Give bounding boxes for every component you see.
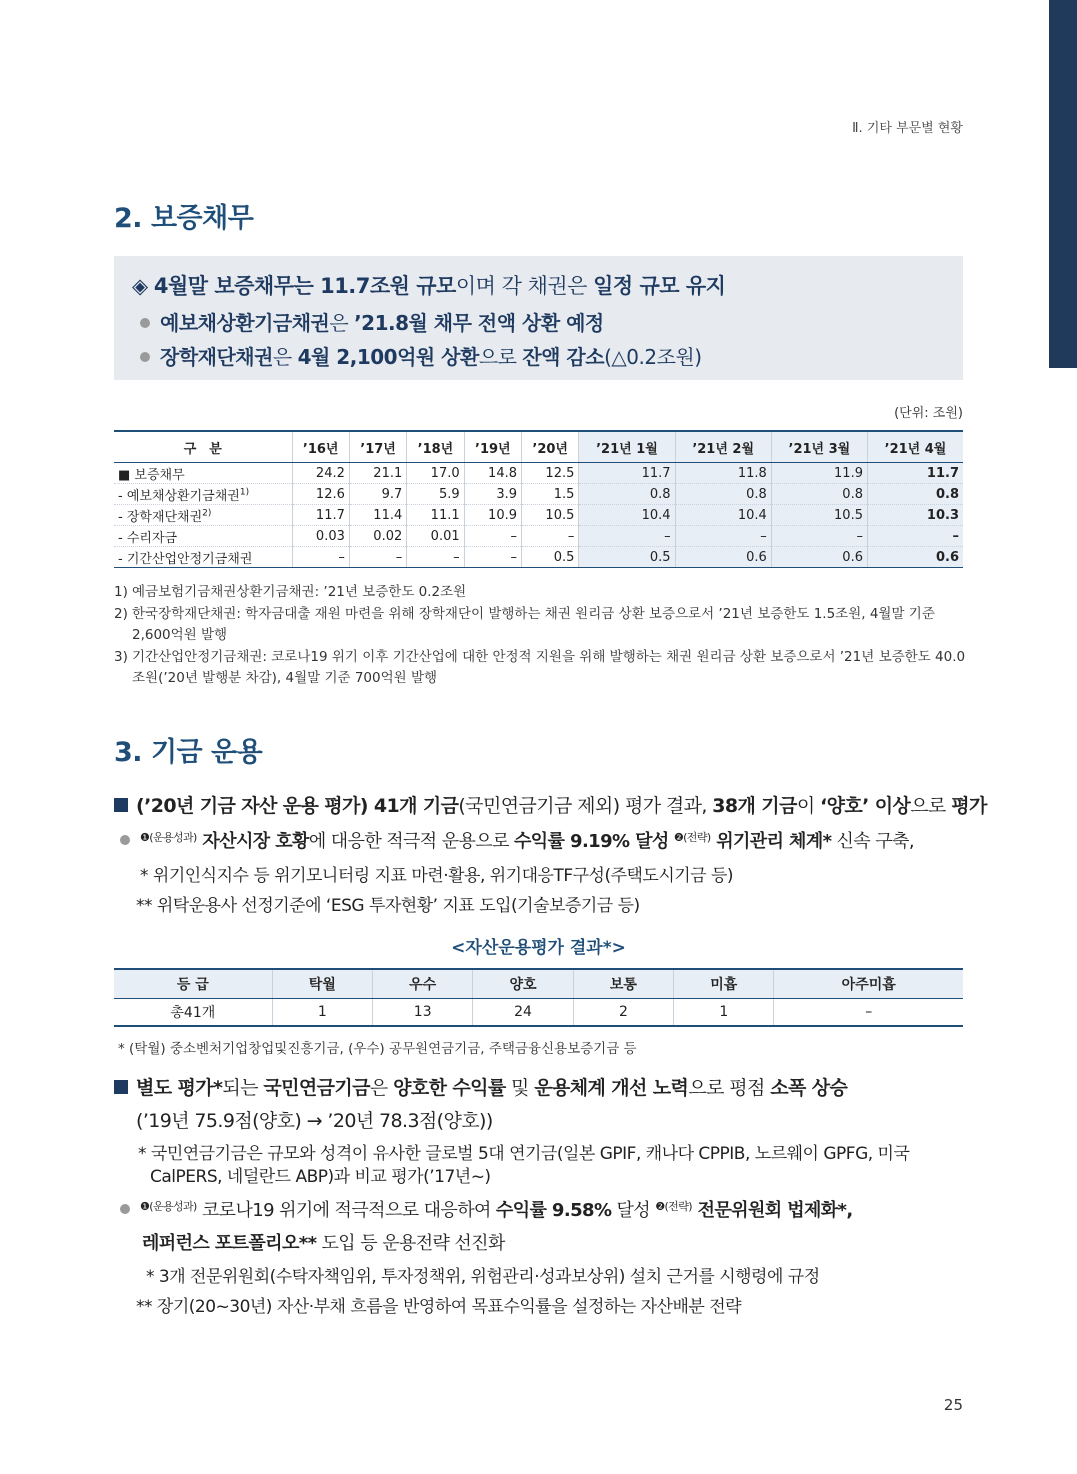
- table-row: [114, 999, 963, 1027]
- column-header: 아주미흡: [774, 969, 963, 999]
- row-label: - 기간산업안정기금채권: [114, 547, 292, 568]
- table-cell: 11.7: [292, 505, 349, 526]
- table-row: [114, 463, 963, 484]
- fund-note-3-line1: * 국민연금기금은 규모와 성격이 유사한 글로벌 5대 연기금(일본 GPIF, 캐나다 CPPIB, 노르웨이 GPFG, 미국: [138, 1144, 910, 1164]
- column-header: 등 급: [114, 969, 272, 999]
- table-cell: –: [407, 547, 464, 568]
- table-cell: 11.1: [407, 505, 464, 526]
- bullet-dot-icon: [140, 352, 150, 362]
- table-cell: 0.6: [771, 547, 867, 568]
- footnote: 1) 예금보험기금채권상환기금채권: ’21년 보증한도 0.2조원: [114, 584, 467, 600]
- table-cell: 3.9: [464, 484, 521, 505]
- table-cell: 24: [473, 999, 573, 1027]
- fund-note-1: * 위기인식지수 등 위기모니터링 지표 마련·활용, 위기대응TF구성(주택도시기금 등): [140, 866, 734, 886]
- column-header: 탁월: [272, 969, 372, 999]
- table-cell: 11.8: [675, 463, 771, 484]
- table-cell: 10.4: [675, 505, 771, 526]
- table-cell: 0.6: [675, 547, 771, 568]
- column-header: 보통: [573, 969, 673, 999]
- pension-score-change: (’19년 75.9점(양호) → ’20년 78.3점(양호)): [136, 1110, 493, 1132]
- table-cell: –: [867, 526, 963, 547]
- column-header: ’18년: [407, 431, 464, 463]
- table-header-row: [114, 969, 963, 999]
- bullet-dot-icon: [140, 318, 150, 328]
- table-cell: –: [579, 526, 675, 547]
- column-header: ’19년: [464, 431, 521, 463]
- column-header: ’17년: [349, 431, 406, 463]
- square-bullet-icon: [114, 798, 128, 812]
- table-cell: –: [464, 526, 521, 547]
- table-cell: 10.9: [464, 505, 521, 526]
- column-header: 양호: [473, 969, 573, 999]
- section-title-fund: 3. 기금 운용: [114, 737, 263, 768]
- table-cell: 1: [674, 999, 774, 1027]
- diamond-icon: ◈: [132, 274, 148, 298]
- column-header: ’21년 4월: [867, 431, 963, 463]
- table-cell: –: [522, 526, 579, 547]
- table-cell: 11.9: [771, 463, 867, 484]
- asset-evaluation-table: [114, 968, 963, 1027]
- table-cell: 9.7: [349, 484, 406, 505]
- table-cell: 1.5: [522, 484, 579, 505]
- summary-item-scholarship: 장학재단채권은 4월 2,100억원 상환으로 잔액 감소(△0.2조원): [140, 341, 702, 370]
- column-header: ’16년: [292, 431, 349, 463]
- table-cell: 21.1: [349, 463, 406, 484]
- table-cell: 0.8: [771, 484, 867, 505]
- column-header: ’20년: [522, 431, 579, 463]
- table-cell: –: [464, 547, 521, 568]
- column-header: 구 분: [114, 431, 292, 463]
- footnotes: [114, 582, 969, 690]
- table-cell: 17.0: [407, 463, 464, 484]
- row-label: - 장학재단채권$^{2)}$: [114, 505, 292, 526]
- column-header: ’21년 3월: [771, 431, 867, 463]
- table-cell: 0.02: [349, 526, 406, 547]
- row-label: - 예보채상환기금채권$^{1)}$: [114, 484, 292, 505]
- table-cell: 0.03: [292, 526, 349, 547]
- table-cell: 0.5: [522, 547, 579, 568]
- column-header: ’21년 2월: [675, 431, 771, 463]
- running-header: Ⅱ. 기타 부문별 현황: [852, 121, 963, 136]
- summary-headline: ◈ 4월말 보증채무는 11.7조원 규모이며 각 채권은 일정 규모 유지: [132, 274, 726, 298]
- grade-table-title: <자산운용평가 결과*>: [451, 938, 626, 958]
- table-cell: 0.6: [867, 547, 963, 568]
- table-cell: 10.5: [522, 505, 579, 526]
- fund-note-3-line2: CalPERS, 네덜란드 ABP)과 비교 평가(’17년~): [150, 1167, 491, 1187]
- table-cell: 11.7: [867, 463, 963, 484]
- footnote: 2) 한국장학재단채권: 학자금대출 재원 마련을 위해 장학재단이 발행하는 채권 원리금 상환 보증으로서 ’21년 보증한도 1.5조원, 4월말 기준 2,600억원 발행: [114, 605, 935, 643]
- fund-bullet-evaluation: (’20년 기금 자산 운용 평가) 41개 기금(국민연금기금 제외) 평가 결과, 38개 기금이 ‘양호’ 이상으로 평가: [114, 791, 987, 818]
- bullet-dot-icon: [120, 1204, 130, 1214]
- guarantee-debt-table: [114, 430, 963, 568]
- square-bullet-icon: [114, 1080, 128, 1094]
- table-cell: –: [774, 999, 963, 1027]
- bullet-dot-icon: [120, 835, 130, 845]
- row-label: - 수리자금: [114, 526, 292, 547]
- column-header: 미흡: [674, 969, 774, 999]
- footnote: 3) 기간산업안정기금채권: 코로나19 위기 이후 기간산업에 대한 안정적 지원을 위해 발행하는 채권 원리금 상환 보증으로서 ’21년 보증한도 40.0조원(’20년 발행분 차감), 4월말 기준 700억원 발행: [114, 648, 966, 686]
- table-header-row: [114, 431, 963, 463]
- table-cell: 총41개: [114, 999, 272, 1027]
- table-cell: 10.5: [771, 505, 867, 526]
- table-cell: –: [292, 547, 349, 568]
- column-header: 우수: [373, 969, 473, 999]
- table-cell: 0.8: [867, 484, 963, 505]
- column-header: ’21년 1월: [579, 431, 675, 463]
- table-cell: 10.3: [867, 505, 963, 526]
- table-cell: 1: [272, 999, 372, 1027]
- summary-box: [114, 256, 963, 380]
- table-cell: 2: [573, 999, 673, 1027]
- table-row: [114, 547, 963, 568]
- table-cell: –: [771, 526, 867, 547]
- table-cell: 0.01: [407, 526, 464, 547]
- fund-note-4: * 3개 전문위원회(수탁자책임위, 투자정책위, 위험관리·성과보상위) 설치 근거를 시행령에 규정: [146, 1267, 820, 1287]
- unit-label: (단위: 조원): [894, 406, 963, 421]
- fund-note-2: ** 위탁운용사 선정기준에 ‘ESG 투자현황’ 지표 도입(기술보증기금 등): [136, 896, 640, 916]
- table-row: [114, 526, 963, 547]
- chapter-side-tab: [1049, 0, 1077, 368]
- fund-bullet-pension: 별도 평가*되는 국민연금기금은 양호한 수익률 및 운용체계 개선 노력으로 평점 소폭 상승: [114, 1073, 847, 1100]
- grade-table-note: * (탁월) 중소벤처기업창업및진흥기금, (우수) 공무원연금기금, 주택금융신용보증기금 등: [118, 1041, 637, 1057]
- table-cell: 0.5: [579, 547, 675, 568]
- table-cell: 11.4: [349, 505, 406, 526]
- table-cell: 10.4: [579, 505, 675, 526]
- fund-sub-bullet-1: $^{❶(운용성과)}$ 자산시장 호황에 대응한 적극적 운용으로 수익률 9.19% 달성 $^{❷(전략)}$ 위기관리 체계* 신속 구축,: [120, 827, 914, 853]
- page-number: 25: [943, 1396, 963, 1414]
- fund-note-5: ** 장기(20~30년) 자산·부채 흐름을 반영하여 목표수익률을 설정하는 자산배분 전략: [136, 1297, 742, 1317]
- table-cell: 13: [373, 999, 473, 1027]
- summary-item-deposit: 예보채상환기금채권은 ’21.8월 채무 전액 상환 예정: [140, 307, 604, 336]
- row-label: ■ 보증채무: [114, 463, 292, 484]
- table-cell: 5.9: [407, 484, 464, 505]
- table-cell: –: [349, 547, 406, 568]
- table-row: [114, 484, 963, 505]
- table-cell: 12.5: [522, 463, 579, 484]
- table-cell: 11.7: [579, 463, 675, 484]
- section-title-guarantee: 2. 보증채무: [114, 203, 254, 234]
- table-cell: –: [675, 526, 771, 547]
- table-cell: 14.8: [464, 463, 521, 484]
- table-cell: 24.2: [292, 463, 349, 484]
- table-row: [114, 505, 963, 526]
- fund-sub-bullet-2-cont: 레퍼런스 포트폴리오** 도입 등 운용전략 선진화: [142, 1233, 505, 1254]
- table-cell: 0.8: [675, 484, 771, 505]
- table-cell: 0.8: [579, 484, 675, 505]
- table-cell: 12.6: [292, 484, 349, 505]
- fund-sub-bullet-2: $^{❶(운용성과)}$ 코로나19 위기에 적극적으로 대응하여 수익률 9.58% 달성 $^{❷(전략)}$ 전문위원회 법제화*,: [120, 1196, 853, 1222]
